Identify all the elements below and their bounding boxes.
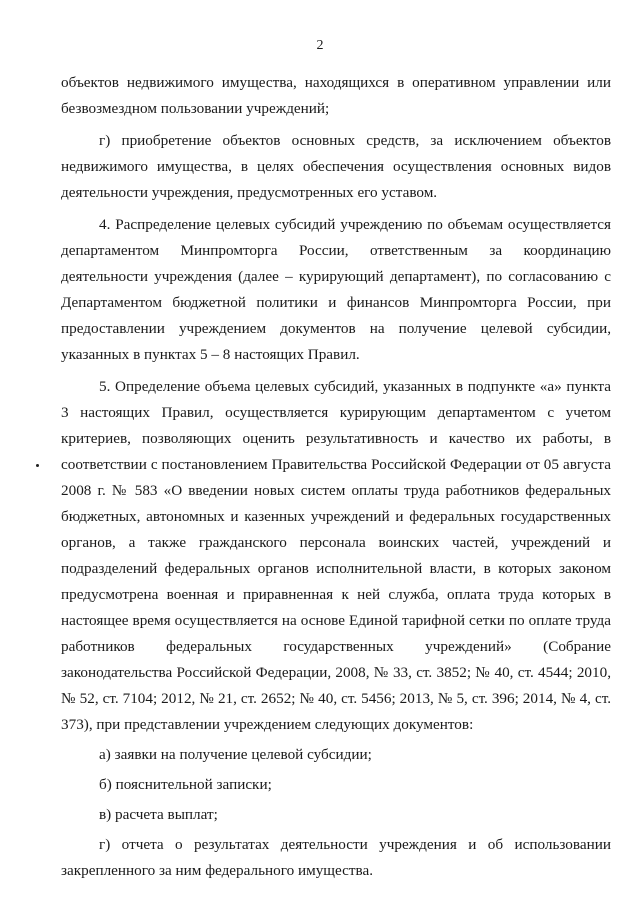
list-item-b: б) пояснительной записки;	[99, 776, 272, 793]
paragraph-continuation: объектов недвижимого имущества, находящихся в оперативном управлении или безвозмездном пользовании учреждений;	[61, 74, 611, 117]
paragraph-clause-4: 4. Распределение целевых субсидий учреждению по объемам осуществляется департаментом Минпромторга России, ответственным за координацию деятельности учреждения (далее – курирующий департамент), по согласованию с Департаментом бюджетной политики и финансов Минпромторга России, при предоставлении учреждением документов на получение целевой субсидии, указанных в пунктах 5 – 8 настоящих Правил.	[61, 216, 611, 363]
list-item-v: в) расчета выплат;	[99, 806, 218, 823]
list-item-g: г) отчета о результатах деятельности учреждения и об использовании закрепленного за ним федерального имущества.	[61, 836, 611, 879]
paragraph-item-g: г) приобретение объектов основных средств, за исключением объектов недвижимого имущества, в целях обеспечения осуществления основных видов деятельности учреждения, предусмотренных его уставом.	[61, 132, 611, 201]
page-number: 2	[316, 38, 324, 53]
paragraph-clause-5: 5. Определение объема целевых субсидий, указанных в подпункте «а» пункта 3 настоящих Правил, осуществляется курирующим департаментом с учетом критериев, позволяющих оценить результативность и качество их работы, в соответствии с постановлением Правительства Российской Федерации от 05 августа 2008 г. № 583 «О введении новых систем оплаты труда работников федеральных бюджетных, автономных и казенных учреждений и федеральных государственных органов, а также гражданского персонала воинских частей, учреждений и подразделений федеральных органов исполнительной власти, в которых законом предусмотрена военная и приравненная к ней служба, оплата труда которых в настоящее время осуществляется на основе Единой тарифной сетки по оплате труда работников федеральных государственных учреждений» (Собрание законодательства Российской Федерации, 2008, № 33, ст. 3852; № 40, ст. 4544; 2010, № 52, ст. 7104; 2012, № 21, ст. 2652; № 40, ст. 5456; 2013, № 5, ст. 396; 2014, № 4, ст. 373), при представлении учреждением следующих документов:	[61, 378, 611, 733]
list-item-a: а) заявки на получение целевой субсидии;	[99, 746, 372, 763]
margin-mark	[36, 464, 39, 467]
document-body	[61, 70, 611, 884]
